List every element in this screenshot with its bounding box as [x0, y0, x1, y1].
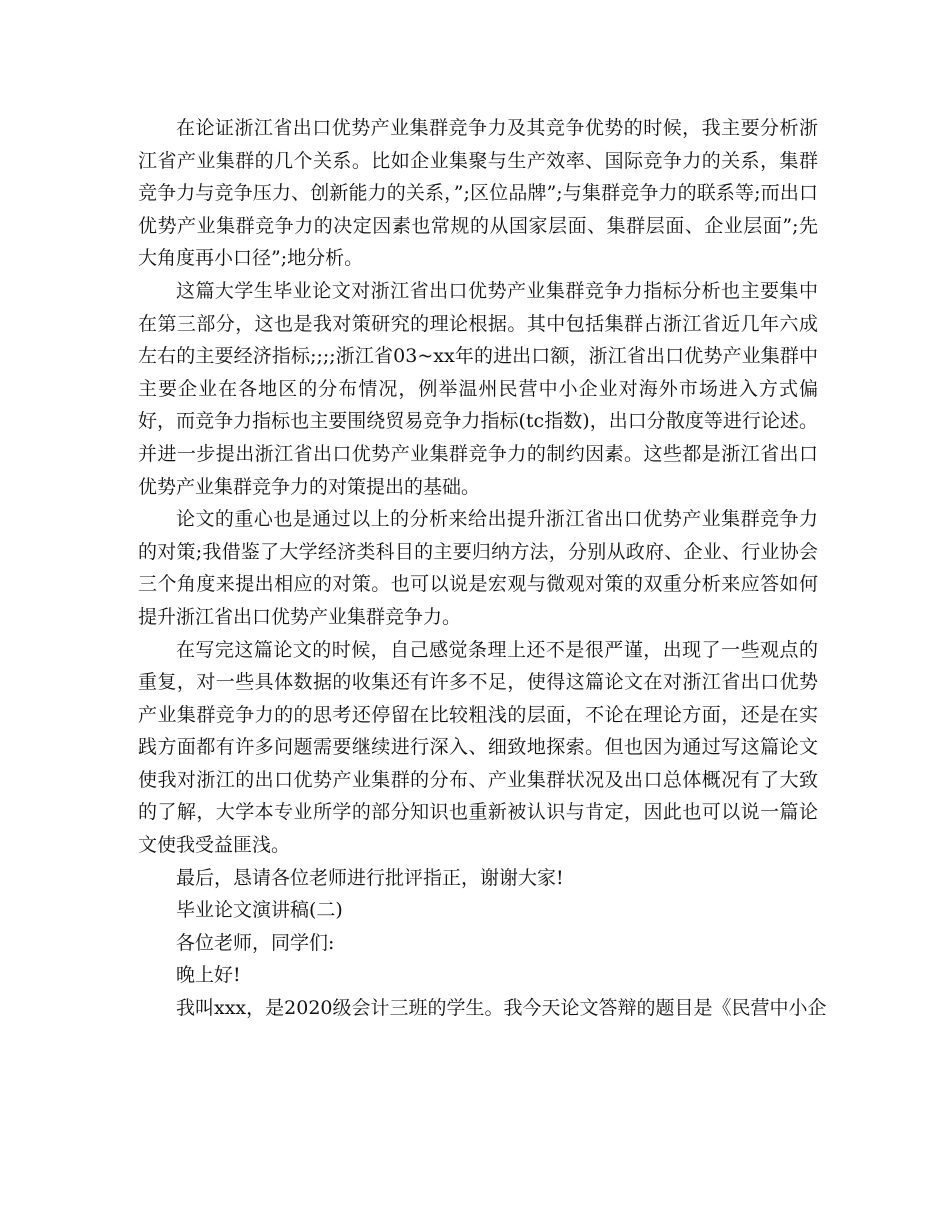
intro-line: 我叫xxx，是2020级会计三班的学生。我今天论文答辩的题目是《民营中小企 — [176, 997, 827, 1020]
paragraph-indicators: 这篇大学生毕业论文对浙江省出口优势产业集群竞争力指标分析也主要集中在第三部分，这也是我对策研究的理论根据。其中包括集群占浙江省近几年六成左右的主要经济指标;;;;浙江省03~xx年的进出口额，浙江省出口优势产业集群中主要企业在各地区的分布情况，例举温州民营中小企业对海外市场进入方式偏好，而竞争力指标也主要围绕贸易竞争力指标(tc指数)，出口分散度等进行论述。并进一步提出浙江省出口优势产业集群竞争力的制约因素。这些都是浙江省出口优势产业集群竞争力的对策提出的基础。 — [138, 279, 818, 498]
salutation: 各位老师，同学们: — [176, 931, 335, 954]
greeting: 晚上好! — [176, 964, 241, 987]
document-body — [138, 112, 827, 1025]
section-title: 毕业论文演讲稿(二) — [176, 899, 343, 922]
closing-line: 最后，恳请各位老师进行批评指正，谢谢大家! — [176, 866, 564, 889]
paragraph-analysis: 在论证浙江省出口优势产业集群竞争力及其竞争优势的时候，我主要分析浙江省产业集群的几个关系。比如企业集聚与生产效率、国际竞争力的关系，集群竞争力与竞争压力、创新能力的关系，”;区位品牌”;与集群竞争力的联系等;而出口优势产业集群竞争力的决定因素也常规的从国家层面、集群层面、企业层面”;先大角度再小口径”;地分析。 — [138, 117, 818, 270]
paragraph-countermeasures: 论文的重心也是通过以上的分析来给出提升浙江省出口优势产业集群竞争力的对策;我借鉴了大学经济类科目的主要归纳方法，分别从政府、企业、行业协会三个角度来提出相应的对策。也可以说是宏观与微观对策的双重分析来应答如何提升浙江省出口优势产业集群竞争力。 — [138, 508, 818, 628]
paragraph-reflection: 在写完这篇论文的时候，自己感觉条理上还不是很严谨，出现了一些观点的重复，对一些具体数据的收集还有许多不足，使得这篇论文在对浙江省出口优势产业集群竞争力的的思考还停留在比较粗浅的层面，不论在理论方面，还是在实践方面都有许多问题需要继续进行深入、细致地探索。但也因为通过写这篇论文使我对浙江的出口优势产业集群的分布、产业集群状况及出口总体概况有了大致的了解，大学本专业所学的部分知识也重新被认识与肯定，因此也可以说一篇论文使我受益匪浅。 — [138, 638, 818, 857]
